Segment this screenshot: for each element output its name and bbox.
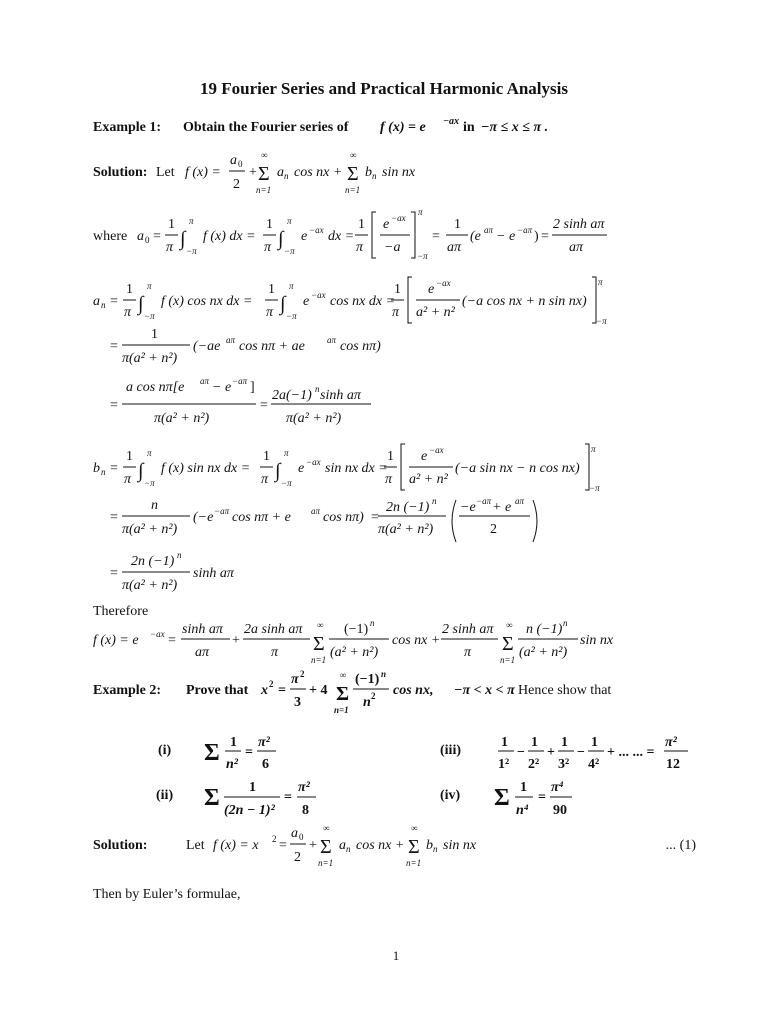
bn-line2-paren-mid: + e	[492, 500, 512, 515]
an-frac1-num: 1	[126, 282, 133, 297]
sum-symbol: Σ	[258, 163, 270, 185]
bn-sin-dx: sin nx dx =	[325, 461, 388, 476]
paren-close: )	[534, 229, 539, 244]
therefore-t1-num: sinh aπ	[182, 622, 223, 637]
an-line2-e2: aπ	[327, 335, 337, 345]
bn-line2-body: (−e	[193, 510, 214, 525]
identity-i-res-den: 6	[262, 757, 269, 772]
integral-2-lower: −π	[284, 246, 295, 256]
identity-iii-terms	[498, 735, 654, 772]
solution-2-let: Let	[186, 838, 205, 853]
left-paren	[452, 500, 456, 542]
an-line3-e2: −aπ	[232, 376, 248, 386]
frac-1-den: π	[166, 240, 174, 255]
bn-eq: =	[110, 461, 118, 476]
bn-line2-mid: cos nπ + e	[232, 510, 291, 525]
sum-upper: ∞	[261, 150, 268, 160]
example-1-label: Example 1:	[93, 120, 162, 135]
identity-i-sigma: Σ	[204, 740, 220, 766]
solution-2-sum-upper: ∞	[323, 823, 330, 833]
dx-eq: dx =	[328, 229, 355, 244]
example-2-pi: π	[291, 672, 299, 687]
frac-3-num: 1	[358, 217, 365, 232]
series-term-denominator: 3²	[558, 757, 570, 772]
identity-iv-eq: =	[538, 790, 546, 805]
bn-frac3-num: 1	[387, 449, 394, 464]
example-1-fx: f (x) = e	[380, 120, 426, 135]
an-line3-res-den: π(a² + n²)	[286, 411, 342, 426]
example-2-plus4: + 4	[309, 683, 328, 698]
solution-2-sum2: Σ	[408, 836, 420, 858]
an-eval-upper: π	[598, 277, 603, 287]
bn-eval-upper: π	[591, 444, 596, 454]
frac-2-num: 1	[266, 217, 273, 232]
bn-line3-exp: n	[177, 550, 182, 560]
paren-e-exp2: −aπ	[517, 225, 533, 235]
an-line2-num: 1	[151, 327, 158, 342]
bn-bracket-num-exp: −ax	[429, 445, 444, 455]
bn-integral-1-upper: π	[147, 448, 152, 458]
bn-frac1-num: 1	[126, 449, 133, 464]
bn-frac1-den: π	[124, 472, 132, 487]
example-1-in: in	[463, 120, 475, 135]
solution-2-a0-sub: 0	[299, 832, 304, 842]
identity-i-den: n²	[226, 757, 238, 772]
bn-frac2-num: 1	[263, 449, 270, 464]
identity-iii-res-den: 12	[666, 757, 680, 772]
example-2-cos: cos nx,	[393, 683, 434, 698]
identity-iv-num: 1	[520, 780, 527, 795]
left-bracket	[401, 444, 405, 490]
bn-bracket-den: a² + n²	[409, 472, 448, 487]
bn-line2-end: cos nπ)	[323, 510, 364, 525]
series-term-numerator: 1	[501, 735, 508, 750]
a0-lhs: a	[137, 229, 144, 244]
frac-4-den: aπ	[447, 240, 462, 255]
identity-iv-sigma: Σ	[494, 785, 510, 811]
solution-2-bn-sub: n	[433, 844, 438, 854]
series-term-operator: −	[577, 745, 585, 760]
an-line3-res: 2a(−1)	[272, 388, 312, 403]
therefore-sin: sin nx	[580, 633, 614, 648]
fxdx: f (x) dx =	[203, 229, 256, 244]
example-2-num: (−1)	[355, 672, 380, 687]
solution-1	[93, 150, 416, 195]
left-bracket	[408, 277, 412, 323]
identity-ii-res-den: 8	[302, 803, 309, 818]
solution-2-sin: sin nx	[443, 838, 477, 853]
an-frac2-num: 1	[268, 282, 275, 297]
bn-integral-2-upper: π	[284, 448, 289, 458]
solution-2-bn: b	[426, 838, 433, 853]
an-integral-1-lower: −π	[144, 311, 155, 321]
bn-line3-tail: sinh aπ	[193, 566, 234, 581]
where-label: where	[93, 229, 128, 244]
an-integral-1-upper: π	[147, 281, 152, 291]
therefore-t5-num: n (−1)	[526, 622, 563, 637]
example-2	[93, 669, 611, 715]
sum-symbol-2: Σ	[347, 163, 359, 185]
paren-minus-e: − e	[496, 229, 516, 244]
cos-term: cos nx +	[294, 165, 343, 180]
right-bracket	[411, 212, 415, 258]
euler-text: Then by Euler’s formulae,	[93, 887, 241, 902]
an-calculation	[93, 277, 607, 426]
bn-frac3-den: π	[385, 472, 393, 487]
identity-iii-res-num: π²	[665, 735, 677, 750]
bn-exp-power: −ax	[306, 457, 321, 467]
integral-2-upper: π	[287, 216, 292, 226]
example-2-hence: . Hence show that	[511, 683, 612, 698]
bn-frac2-den: π	[261, 472, 269, 487]
example-2-x-exp: 2	[269, 679, 274, 689]
an-line2-eq: =	[110, 339, 118, 354]
an-bracket-num: e	[428, 282, 435, 297]
bn-line2-res: 2n (−1)	[386, 500, 430, 515]
bn-line2-e2: aπ	[311, 506, 321, 516]
identity-iii-label: (iii)	[440, 743, 461, 758]
a0-lhs-sub: 0	[145, 235, 150, 245]
series-term-denominator: 4²	[588, 757, 600, 772]
plus-sign: +	[249, 165, 257, 180]
bn-line2-e1: −aπ	[214, 506, 230, 516]
identity-i-eq: =	[245, 745, 253, 760]
therefore-t5-den: (a² + n²)	[519, 645, 568, 660]
bn-line3-eq0: =	[110, 566, 118, 581]
bracket-num-exp: −ax	[391, 213, 406, 223]
solution-2-two: 2	[294, 850, 301, 865]
solution-2	[93, 823, 696, 868]
identity-ii-sigma: Σ	[204, 785, 220, 811]
bn-integral-2-lower: −π	[281, 478, 292, 488]
solution-2-eq: =	[279, 838, 287, 853]
identity-iv-res-num: π⁴	[551, 780, 564, 795]
example-2-task: Prove that	[186, 683, 249, 698]
therefore-t5-exp: n	[563, 618, 568, 628]
eq-2: =	[432, 229, 440, 244]
therefore-block	[93, 604, 614, 665]
example-1-fx-exp: −ax	[443, 116, 460, 127]
an-lhs-sub: n	[101, 300, 106, 310]
bn-line2-paren-den: 2	[490, 522, 497, 537]
an-line2-den: π(a² + n²)	[122, 351, 178, 366]
example-2-sum-lower: n=1	[334, 705, 349, 715]
sum-lower-2: n=1	[345, 185, 361, 195]
therefore-t3-num: (−1)	[344, 622, 369, 637]
frac-2-den: π	[264, 240, 272, 255]
an-exp-power: −ax	[311, 290, 326, 300]
an-line3-den: π(a² + n²)	[154, 411, 210, 426]
bn-eval-lower: −π	[589, 483, 600, 493]
identities	[156, 735, 688, 818]
eval-lower: −π	[417, 251, 428, 261]
an-eval-lower: −π	[596, 316, 607, 326]
series-term-operator: −	[517, 745, 525, 760]
a0-subscript: 0	[238, 159, 243, 169]
an-eq: =	[110, 294, 118, 309]
solution-2-sum2-lower: n=1	[406, 858, 422, 868]
identity-ii-num: 1	[249, 780, 256, 795]
a0-denominator: 2	[233, 177, 240, 192]
paren-e: (e	[470, 229, 481, 244]
an-line3-e1: aπ	[200, 376, 210, 386]
example-2-range: −π < x < π	[454, 683, 515, 698]
an-subscript: n	[284, 171, 289, 181]
page-number: 1	[392, 948, 400, 963]
solution-2-cos: cos nx +	[356, 838, 405, 853]
an-frac3-den: π	[392, 305, 400, 320]
paren-e-exp1: aπ	[484, 225, 494, 235]
integral-1: ∫	[180, 228, 186, 250]
an-integral-2-upper: π	[289, 281, 294, 291]
sum-lower: n=1	[256, 185, 272, 195]
solution-2-lhs-exp: 2	[272, 834, 277, 844]
example-2-sum: Σ	[336, 683, 350, 705]
therefore-t2-num: 2a sinh aπ	[244, 622, 303, 637]
therefore-t2-den: π	[271, 645, 279, 660]
identity-ii-res-num: π²	[298, 780, 310, 795]
integral-2: ∫	[278, 228, 284, 250]
series-term-numerator: 1	[561, 735, 568, 750]
solution-2-lhs: f (x) = x	[213, 838, 259, 853]
example-1-range: −π ≤ x ≤ π .	[481, 120, 549, 135]
exp-e: e	[301, 229, 308, 244]
example-1-task: Obtain the Fourier series of	[183, 120, 349, 135]
page-title: 19 Fourier Series and Practical Harmonic Analysis	[200, 79, 568, 98]
right-paren	[533, 500, 537, 542]
an-integral-2-lower: −π	[286, 311, 297, 321]
therefore-t4-den: π	[464, 645, 472, 660]
identity-i-num: 1	[230, 735, 237, 750]
therefore-lhs-exp: −ax	[150, 629, 165, 639]
therefore-lhs: f (x) = e	[93, 633, 139, 648]
therefore-sum-upper: ∞	[317, 620, 324, 630]
example-2-num-exp: n	[381, 669, 387, 679]
an-bracket-num-exp: −ax	[436, 278, 451, 288]
an-line3-num: a cos nπ[e	[126, 380, 185, 395]
solution-1-let: Let	[156, 165, 175, 180]
bn-bracket-rest: (−a sin nx − n cos nx)	[455, 461, 580, 476]
bn-term: b	[365, 165, 372, 180]
therefore-t1-den: aπ	[195, 645, 210, 660]
example-2-den-exp: 2	[371, 691, 376, 701]
therefore-plus1: +	[232, 633, 240, 648]
an-line3-res-exp: n	[315, 384, 320, 394]
bn-f-int: f (x) sin nx dx =	[161, 461, 251, 476]
solution-1-label: Solution:	[93, 165, 148, 180]
example-2-sum-upper: ∞	[340, 670, 347, 680]
series-term-operator: + ... ... =	[607, 745, 655, 760]
bn-integral-2: ∫	[275, 460, 281, 482]
identity-i-label: (i)	[158, 743, 172, 758]
solution-2-sum2-upper: ∞	[411, 823, 418, 833]
example-1	[93, 116, 548, 135]
identity-iv-label: (iv)	[440, 788, 461, 803]
solution-2-label: Solution:	[93, 838, 148, 853]
bn-line2-paren-e1: −aπ	[476, 496, 492, 506]
frac-1-num: 1	[168, 217, 175, 232]
an-frac2-den: π	[266, 305, 274, 320]
an-term: a	[277, 165, 284, 180]
bn-exp-e: e	[298, 461, 305, 476]
an-frac3-num: 1	[394, 282, 401, 297]
therefore-sum: Σ	[313, 633, 325, 655]
bn-line2-num: n	[151, 498, 158, 513]
bn-integral-1-lower: −π	[144, 478, 155, 488]
an-line3-mid: − e	[212, 380, 232, 395]
bn-bracket-num: e	[421, 449, 428, 464]
therefore-t3-den: (a² + n²)	[330, 645, 379, 660]
identity-ii-eq: =	[284, 790, 292, 805]
therefore-cos: cos nx +	[392, 633, 441, 648]
identity-ii-label: (ii)	[156, 788, 174, 803]
frac-3-den: π	[356, 240, 364, 255]
an-integral-1: ∫	[138, 293, 144, 315]
an-cos-dx: cos nx dx =	[330, 294, 396, 309]
an-frac1-den: π	[124, 305, 132, 320]
result-den: aπ	[569, 240, 584, 255]
bn-subscript: n	[372, 171, 377, 181]
equation-number: ... (1)	[665, 838, 696, 853]
an-lhs: a	[93, 294, 100, 309]
therefore-sum-lower: n=1	[311, 655, 327, 665]
sum-upper-2: ∞	[350, 150, 357, 160]
solution-1-series-lhs: f (x) =	[185, 165, 221, 180]
therefore-sum2: Σ	[502, 633, 514, 655]
eq-1: =	[153, 229, 161, 244]
an-line2-mid: cos nπ + ae	[239, 339, 305, 354]
an-line2-body: (−ae	[193, 339, 221, 354]
example-2-three: 3	[294, 695, 301, 710]
bn-line2-paren-e2: aπ	[515, 496, 525, 506]
bn-line3-den: π(a² + n²)	[122, 578, 178, 593]
result-num: 2 sinh aπ	[553, 217, 605, 232]
therefore-eq: =	[168, 633, 176, 648]
frac-4-num: 1	[454, 217, 461, 232]
eval-upper: π	[418, 207, 423, 217]
an-line2-end: cos nπ)	[340, 339, 381, 354]
bn-line3-num: 2n (−1)	[131, 554, 175, 569]
solution-2-an-sub: n	[346, 844, 351, 854]
a0-numerator: a	[230, 153, 237, 168]
integral-1-upper: π	[189, 216, 194, 226]
left-bracket	[372, 212, 376, 258]
an-line3-end: ]	[250, 380, 255, 395]
bn-calculation	[93, 444, 600, 593]
bn-line2-eq: =	[371, 510, 379, 525]
bn-line2-res-den: π(a² + n²)	[378, 522, 434, 537]
solution-2-sum: Σ	[320, 836, 332, 858]
an-line3-eq: =	[260, 398, 268, 413]
identity-ii-den: (2n − 1)²	[224, 803, 275, 818]
bn-line2-eq0: =	[110, 510, 118, 525]
series-term-denominator: 2²	[528, 757, 540, 772]
series-term-denominator: 1²	[498, 757, 510, 772]
therefore-label: Therefore	[93, 604, 149, 619]
identity-iv-den: n⁴	[516, 803, 529, 818]
series-term-operator: +	[547, 745, 555, 760]
exp-e-power: −ax	[309, 225, 324, 235]
therefore-t3-exp: n	[370, 618, 375, 628]
identity-i-res-num: π²	[258, 735, 270, 750]
integral-1-lower: −π	[186, 246, 197, 256]
an-integral-2: ∫	[280, 293, 286, 315]
an-line3-eq0: =	[110, 398, 118, 413]
example-2-pi-exp: 2	[300, 669, 305, 679]
bn-integral-1: ∫	[138, 460, 144, 482]
eq-3: =	[541, 229, 549, 244]
bn-lhs-sub: n	[101, 467, 106, 477]
bn-line2-paren-num: −e	[460, 500, 476, 515]
series-term-numerator: 1	[591, 735, 598, 750]
sin-term: sin nx	[382, 165, 416, 180]
therefore-t4-num: 2 sinh aπ	[442, 622, 494, 637]
an-bracket-den: a² + n²	[416, 305, 455, 320]
therefore-sum2-lower: n=1	[500, 655, 516, 665]
bn-line2-den: π(a² + n²)	[122, 522, 178, 537]
an-exp-e: e	[303, 294, 310, 309]
bracket-den: −a	[384, 240, 401, 255]
solution-2-a0: a	[291, 826, 298, 841]
an-bracket-rest: (−a cos nx + n sin nx)	[462, 294, 587, 309]
therefore-sum2-upper: ∞	[506, 620, 513, 630]
solution-2-plus: +	[309, 838, 317, 853]
a0-calculation	[93, 207, 607, 261]
identity-iv-res-den: 90	[553, 803, 567, 818]
example-2-eq: =	[278, 683, 286, 698]
series-term-numerator: 1	[531, 735, 538, 750]
example-2-den: n	[363, 695, 371, 710]
an-f-int: f (x) cos nx dx =	[161, 294, 253, 309]
bracket-num: e	[383, 217, 390, 232]
example-2-label: Example 2:	[93, 683, 162, 698]
bn-lhs: b	[93, 461, 100, 476]
solution-2-an: a	[339, 838, 346, 853]
an-line3-res-end: sinh aπ	[320, 388, 361, 403]
example-2-x: x	[261, 683, 268, 698]
bn-line2-res-exp: n	[432, 496, 437, 506]
an-line2-e1: aπ	[226, 335, 236, 345]
solution-2-sum-lower: n=1	[318, 858, 334, 868]
